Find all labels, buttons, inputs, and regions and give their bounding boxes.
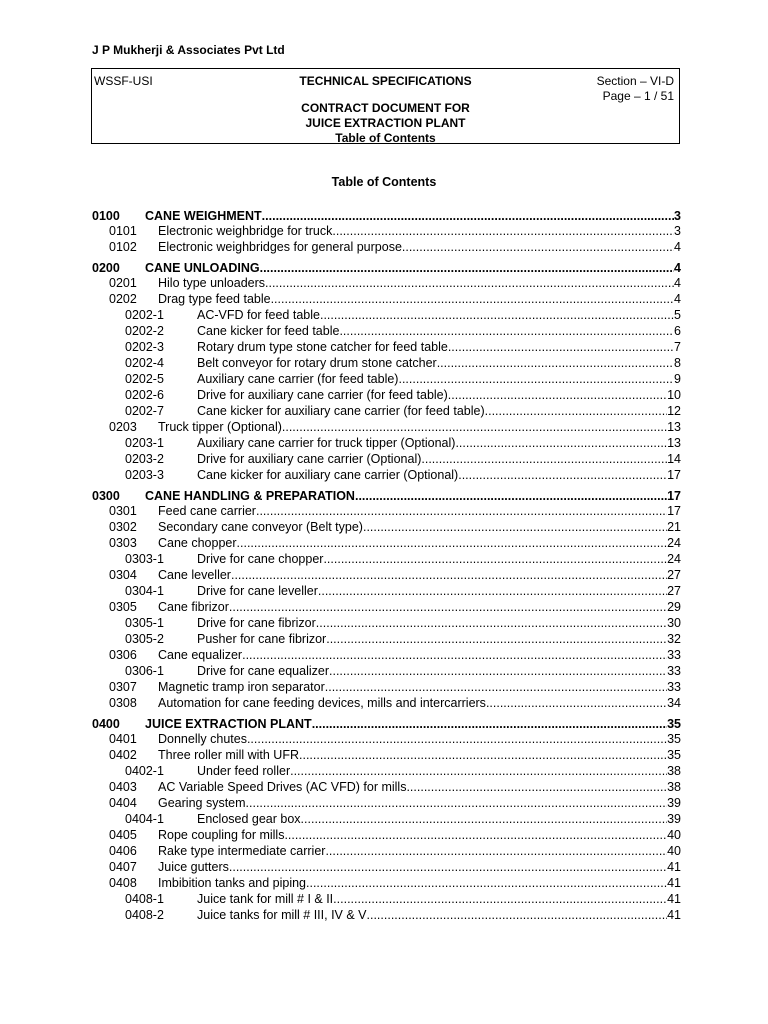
- dot-leader: [367, 907, 668, 923]
- section-label: Section – VI-D: [596, 74, 674, 88]
- toc-entry-number: 0406: [109, 844, 137, 858]
- toc-subentry[interactable]: [92, 307, 681, 323]
- toc-entry-title: Rake type intermediate carrier: [158, 844, 326, 858]
- toc-entry-page: 39: [667, 812, 681, 826]
- dot-leader: [339, 323, 674, 339]
- toc-entry-number: 0202-7: [125, 404, 164, 418]
- toc-entry-title: Three roller mill with UFR: [158, 748, 299, 762]
- dot-leader: [458, 467, 667, 483]
- toc-entry-page: 27: [667, 584, 681, 598]
- toc-entry-page: 33: [667, 680, 681, 694]
- toc-entry[interactable]: [92, 827, 681, 843]
- toc-entry-number: 0203-1: [125, 436, 164, 450]
- toc-subentry[interactable]: [92, 451, 681, 467]
- toc-entry-number: 0402-1: [125, 764, 164, 778]
- toc-entry-title: Truck tipper (Optional): [158, 420, 282, 434]
- toc-entry-page: 24: [667, 552, 681, 566]
- toc-entry[interactable]: [92, 875, 681, 891]
- toc-entry[interactable]: [92, 419, 681, 435]
- toc-entry-number: 0402: [109, 748, 137, 762]
- toc-entry-number: 0308: [109, 696, 137, 710]
- toc-subentry[interactable]: [92, 763, 681, 779]
- toc-entry-title: Cane kicker for auxiliary cane carrier (for feed table): [197, 404, 485, 418]
- toc-entry-number: 0202-2: [125, 324, 164, 338]
- dot-leader: [455, 435, 667, 451]
- toc-subentry[interactable]: [92, 435, 681, 451]
- toc-entry-number: 0305-1: [125, 616, 164, 630]
- dot-leader: [421, 451, 667, 467]
- toc-entry-number: 0201: [109, 276, 137, 290]
- toc-entry-number: 0403: [109, 780, 137, 794]
- dot-leader: [332, 223, 674, 239]
- toc-entry-number: 0306-1: [125, 664, 164, 678]
- toc-entry[interactable]: [92, 679, 681, 695]
- toc-entry-number: 0202-4: [125, 356, 164, 370]
- dot-leader: [325, 679, 667, 695]
- toc-entry-title: Electronic weighbridges for general purpose: [158, 240, 402, 254]
- toc-entry[interactable]: [92, 859, 681, 875]
- toc-entry-page: 24: [667, 536, 681, 550]
- toc-entry-number: 0404-1: [125, 812, 164, 826]
- toc-entry-title: Cane leveller: [158, 568, 231, 582]
- toc-entry-title: Gearing system: [158, 796, 246, 810]
- dot-leader: [323, 551, 667, 567]
- dot-leader: [398, 371, 674, 387]
- dot-leader: [229, 859, 667, 875]
- dot-leader: [437, 355, 674, 371]
- toc-entry-page: 3: [674, 224, 681, 238]
- toc-entry-number: 0303-1: [125, 552, 164, 566]
- toc-entry-title: Juice gutters: [158, 860, 229, 874]
- toc-entry-number: 0300: [92, 489, 120, 503]
- dot-leader: [448, 387, 667, 403]
- toc-subentry[interactable]: [92, 615, 681, 631]
- toc-entry-title: Drive for auxiliary cane carrier (Optional): [197, 452, 422, 466]
- toc-entry[interactable]: [92, 843, 681, 859]
- toc-entry-number: 0202-5: [125, 372, 164, 386]
- toc-entry-page: 33: [667, 648, 681, 662]
- toc-entry-title: Feed cane carrier: [158, 504, 256, 518]
- document-header-box: [91, 68, 680, 144]
- toc-entry-page: 13: [667, 436, 681, 450]
- toc-entry[interactable]: [92, 567, 681, 583]
- toc-entry-page: 10: [667, 388, 681, 402]
- toc-entry-number: 0408-2: [125, 908, 164, 922]
- toc-entry[interactable]: [92, 519, 681, 535]
- page-number: Page – 1 / 51: [602, 89, 674, 103]
- dot-leader: [290, 763, 667, 779]
- toc-entry[interactable]: [92, 779, 681, 795]
- toc-entry-page: 8: [674, 356, 681, 370]
- toc-entry-number: 0401: [109, 732, 137, 746]
- toc-entry[interactable]: [92, 695, 681, 711]
- dot-leader: [247, 731, 667, 747]
- toc-entry-page: 41: [667, 908, 681, 922]
- toc-entry-page: 4: [674, 276, 681, 290]
- toc-entry-number: 0404: [109, 796, 137, 810]
- toc-entry-page: 27: [667, 568, 681, 582]
- dot-leader: [448, 339, 674, 355]
- dot-leader: [231, 567, 667, 583]
- toc-entry-number: 0305: [109, 600, 137, 614]
- toc-entry-title: Auxiliary cane carrier (for feed table): [197, 372, 399, 386]
- toc-entry[interactable]: [92, 291, 681, 307]
- toc-entry-number: 0302: [109, 520, 137, 534]
- toc-entry[interactable]: [92, 223, 681, 239]
- toc-entry-title: Drive for cane leveller: [197, 584, 318, 598]
- toc-entry-title: Secondary cane conveyor (Belt type): [158, 520, 363, 534]
- toc-entry-page: 7: [674, 340, 681, 354]
- toc-entry-number: 0202: [109, 292, 137, 306]
- dot-leader: [486, 695, 667, 711]
- toc-entry-page: 5: [674, 308, 681, 322]
- toc-entry-number: 0306: [109, 648, 137, 662]
- toc-subentry[interactable]: [92, 323, 681, 339]
- contract-title: CONTRACT DOCUMENT FOR: [301, 101, 470, 115]
- dot-leader: [229, 599, 667, 615]
- toc-entry-page: 33: [667, 664, 681, 678]
- toc-entry-title: Juice tank for mill # I & II: [197, 892, 334, 906]
- toc-entry-number: 0102: [109, 240, 137, 254]
- toc-entry-page: 13: [667, 420, 681, 434]
- toc-entry-title: Cane kicker for feed table: [197, 324, 340, 338]
- toc-entry[interactable]: [92, 747, 681, 763]
- toc-subentry[interactable]: [92, 387, 681, 403]
- dot-leader: [406, 779, 667, 795]
- dot-leader: [256, 503, 667, 519]
- dot-leader: [402, 239, 674, 255]
- toc-entry-number: 0203: [109, 420, 137, 434]
- toc-entry-title: Belt conveyor for rotary drum stone catcher: [197, 356, 437, 370]
- toc-entry-page: 3: [674, 209, 681, 223]
- toc-entry-page: 34: [667, 696, 681, 710]
- toc-entry-page: 35: [667, 717, 681, 731]
- toc-entry-number: 0304: [109, 568, 137, 582]
- toc-entry-page: 21: [667, 520, 681, 534]
- toc-entry-page: 30: [667, 616, 681, 630]
- project-code: WSSF-USI: [94, 74, 153, 88]
- toc-subentry[interactable]: [92, 467, 681, 483]
- toc-entry[interactable]: [92, 795, 681, 811]
- toc-entry-title: Hilo type unloaders: [158, 276, 266, 290]
- toc-entry-title: Automation for cane feeding devices, mills and intercarriers: [158, 696, 486, 710]
- toc-entry-number: 0304-1: [125, 584, 164, 598]
- toc-entry-number: 0303: [109, 536, 137, 550]
- toc-entry-title: JUICE EXTRACTION PLANT: [145, 717, 312, 731]
- toc-entry-page: 17: [667, 489, 681, 503]
- dot-leader: [485, 403, 667, 419]
- toc-entry-page: 41: [667, 876, 681, 890]
- toc-entry-page: 41: [667, 892, 681, 906]
- toc-entry-title: Enclosed gear box: [197, 812, 301, 826]
- toc-entry-page: 40: [667, 828, 681, 842]
- toc-entry-number: 0203-3: [125, 468, 164, 482]
- dot-leader: [301, 811, 668, 827]
- dot-leader: [271, 291, 674, 307]
- toc-entry[interactable]: [92, 535, 681, 551]
- toc-subentry[interactable]: [92, 339, 681, 355]
- toc-entry-number: 0407: [109, 860, 137, 874]
- toc-entry-page: 29: [667, 600, 681, 614]
- toc-entry-number: 0200: [92, 261, 120, 275]
- toc-subentry[interactable]: [92, 355, 681, 371]
- toc-entry-page: 4: [674, 292, 681, 306]
- toc-entry-page: 6: [674, 324, 681, 338]
- toc-subentry[interactable]: [92, 583, 681, 599]
- toc-entry-page: 38: [667, 780, 681, 794]
- toc-entry-title: Pusher for cane fibrizor: [197, 632, 327, 646]
- toc-entry[interactable]: [92, 275, 681, 291]
- section-page-info: [597, 74, 674, 104]
- dot-leader: [320, 307, 674, 323]
- toc-entry-title: Cane kicker for auxiliary cane carrier (Optional): [197, 468, 459, 482]
- dot-leader: [282, 419, 667, 435]
- dot-leader: [242, 647, 667, 663]
- toc-entry-number: 0202-3: [125, 340, 164, 354]
- dot-leader: [329, 663, 667, 679]
- toc-entry[interactable]: [92, 731, 681, 747]
- toc-entry-title: Electronic weighbridge for truck: [158, 224, 333, 238]
- toc-subentry[interactable]: [92, 891, 681, 907]
- dot-leader: [237, 535, 668, 551]
- toc-heading: Table of Contents: [331, 175, 437, 189]
- toc-entry-title: Cane chopper: [158, 536, 237, 550]
- toc-subentry[interactable]: [92, 371, 681, 387]
- toc-entry-title: Imbibition tanks and piping: [158, 876, 307, 890]
- dot-leader: [325, 843, 667, 859]
- toc-entry-page: 39: [667, 796, 681, 810]
- toc-entry-number: 0408-1: [125, 892, 164, 906]
- toc-entry-page: 17: [667, 504, 681, 518]
- toc-entry-title: CANE HANDLING & PREPARATION: [145, 489, 355, 503]
- spec-title: TECHNICAL SPECIFICATIONS: [299, 74, 472, 88]
- toc-entry-title: Cane equalizer: [158, 648, 243, 662]
- toc-entry-title: Donnelly chutes: [158, 732, 247, 746]
- toc-entry-page: 12: [667, 404, 681, 418]
- toc-entry-number: 0301: [109, 504, 137, 518]
- toc-entry-page: 41: [667, 860, 681, 874]
- toc-entry-title: Magnetic tramp iron separator: [158, 680, 325, 694]
- plant-title: JUICE EXTRACTION PLANT: [305, 116, 466, 130]
- dot-leader: [363, 519, 667, 535]
- dot-leader: [318, 583, 667, 599]
- table-of-contents: [92, 207, 681, 923]
- dot-leader: [299, 747, 667, 763]
- toc-entry-title: Cane fibrizor: [158, 600, 229, 614]
- toc-entry-title: Rotary drum type stone catcher for feed table: [197, 340, 448, 354]
- toc-entry[interactable]: [92, 239, 681, 255]
- toc-entry-page: 40: [667, 844, 681, 858]
- toc-entry-title: Drive for cane fibrizor: [197, 616, 316, 630]
- toc-entry-title: Drive for cane equalizer: [197, 664, 330, 678]
- dot-leader: [265, 275, 674, 291]
- toc-entry-title: Juice tanks for mill # III, IV & V: [197, 908, 367, 922]
- toc-entry-number: 0202-6: [125, 388, 164, 402]
- dot-leader: [316, 615, 667, 631]
- toc-entry-page: 14: [667, 452, 681, 466]
- toc-entry[interactable]: [92, 647, 681, 663]
- toc-entry-number: 0202-1: [125, 308, 164, 322]
- toc-entry-number: 0100: [92, 209, 120, 223]
- toc-entry-title: Rope coupling for mills: [158, 828, 285, 842]
- dot-leader: [333, 891, 667, 907]
- dot-leader: [246, 795, 668, 811]
- toc-entry-title: Drive for auxiliary cane carrier (for feed table): [197, 388, 448, 402]
- toc-entry-title: Drive for cane chopper: [197, 552, 324, 566]
- company-name: J P Mukherji & Associates Pvt Ltd: [92, 43, 285, 57]
- toc-entry-title: Auxiliary cane carrier for truck tipper (Optional): [197, 436, 456, 450]
- toc-entry-number: 0203-2: [125, 452, 164, 466]
- toc-entry-page: 4: [674, 240, 681, 254]
- toc-subentry[interactable]: [92, 403, 681, 419]
- toc-entry-page: 9: [674, 372, 681, 386]
- toc-entry[interactable]: [92, 503, 681, 519]
- dot-leader: [284, 827, 667, 843]
- toc-entry-number: 0400: [92, 717, 120, 731]
- toc-subentry[interactable]: [92, 631, 681, 647]
- toc-entry-title: AC-VFD for feed table: [197, 308, 320, 322]
- document-title-block: [92, 74, 679, 146]
- toc-entry-title: CANE WEIGHMENT: [145, 209, 262, 223]
- toc-entry-page: 38: [667, 764, 681, 778]
- toc-entry-page: 35: [667, 748, 681, 762]
- toc-entry-title: Drag type feed table: [158, 292, 271, 306]
- toc-entry-title: Under feed roller: [197, 764, 291, 778]
- toc-entry-page: 35: [667, 732, 681, 746]
- toc-entry-page: 4: [674, 261, 681, 275]
- toc-entry-number: 0405: [109, 828, 137, 842]
- header-subtitle: Table of Contents: [335, 131, 436, 145]
- toc-entry-number: 0305-2: [125, 632, 164, 646]
- toc-subentry[interactable]: [92, 663, 681, 679]
- toc-entry-number: 0408: [109, 876, 137, 890]
- toc-entry-number: 0307: [109, 680, 137, 694]
- toc-entry-page: 17: [667, 468, 681, 482]
- toc-subentry[interactable]: [92, 551, 681, 567]
- toc-subentry[interactable]: [92, 811, 681, 827]
- toc-entry-title: AC Variable Speed Drives (AC VFD) for mills: [158, 780, 407, 794]
- toc-entry-number: 0101: [109, 224, 137, 238]
- toc-entry-page: 32: [667, 632, 681, 646]
- toc-entry[interactable]: [92, 599, 681, 615]
- toc-entry-title: CANE UNLOADING: [145, 261, 260, 275]
- toc-subentry[interactable]: [92, 907, 681, 923]
- dot-leader: [326, 631, 667, 647]
- dot-leader: [306, 875, 667, 891]
